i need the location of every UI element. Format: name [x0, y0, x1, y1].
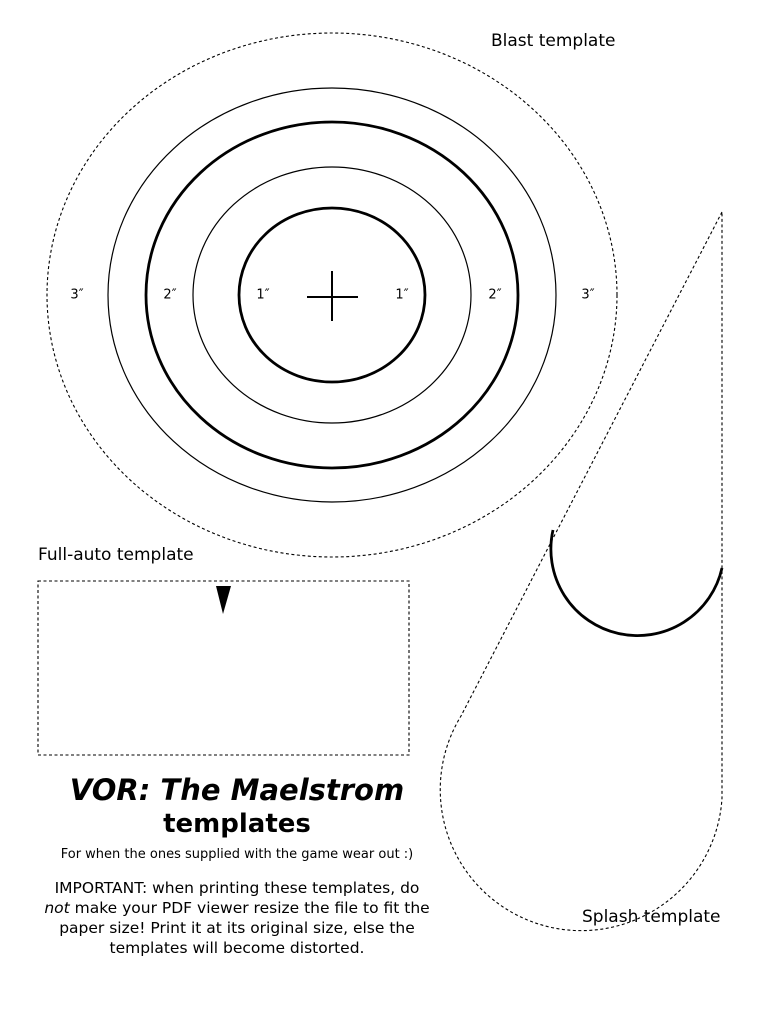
splash-template — [440, 212, 722, 931]
ring-label-2-right: 2″ — [488, 287, 502, 303]
ring-label-3-left: 3″ — [70, 287, 84, 303]
full-auto-template-label: Full-auto template — [38, 545, 194, 565]
important-emphasis: not — [44, 899, 70, 917]
ring-label-2-left: 2″ — [163, 287, 177, 303]
splash-template-label: Splash template — [582, 907, 721, 927]
ring-label-1-right: 1″ — [395, 287, 409, 303]
document-tagline: For when the ones supplied with the game wear out :) — [60, 847, 414, 862]
full-auto-template — [38, 581, 409, 755]
ring-label-1-left: 1″ — [256, 287, 270, 303]
document-title: VOR: The Maelstrom — [69, 773, 405, 807]
document-subtitle: templates — [163, 809, 311, 839]
splash-inner-arc — [551, 530, 722, 636]
ring-label-3-right: 3″ — [581, 287, 595, 303]
title-block — [30, 772, 444, 958]
blast-template — [47, 33, 617, 557]
important-notice — [30, 878, 444, 958]
full-auto-arrow-marker — [216, 586, 231, 614]
important-text-after: make your PDF viewer resize the file to fit the paper size! Print it at its original size, else the templates will become distorted. — [59, 899, 430, 957]
important-text-before: IMPORTANT: when printing these templates, do — [54, 879, 420, 897]
blast-template-label: Blast template — [491, 31, 616, 51]
splash-dashed-outline — [440, 212, 722, 931]
